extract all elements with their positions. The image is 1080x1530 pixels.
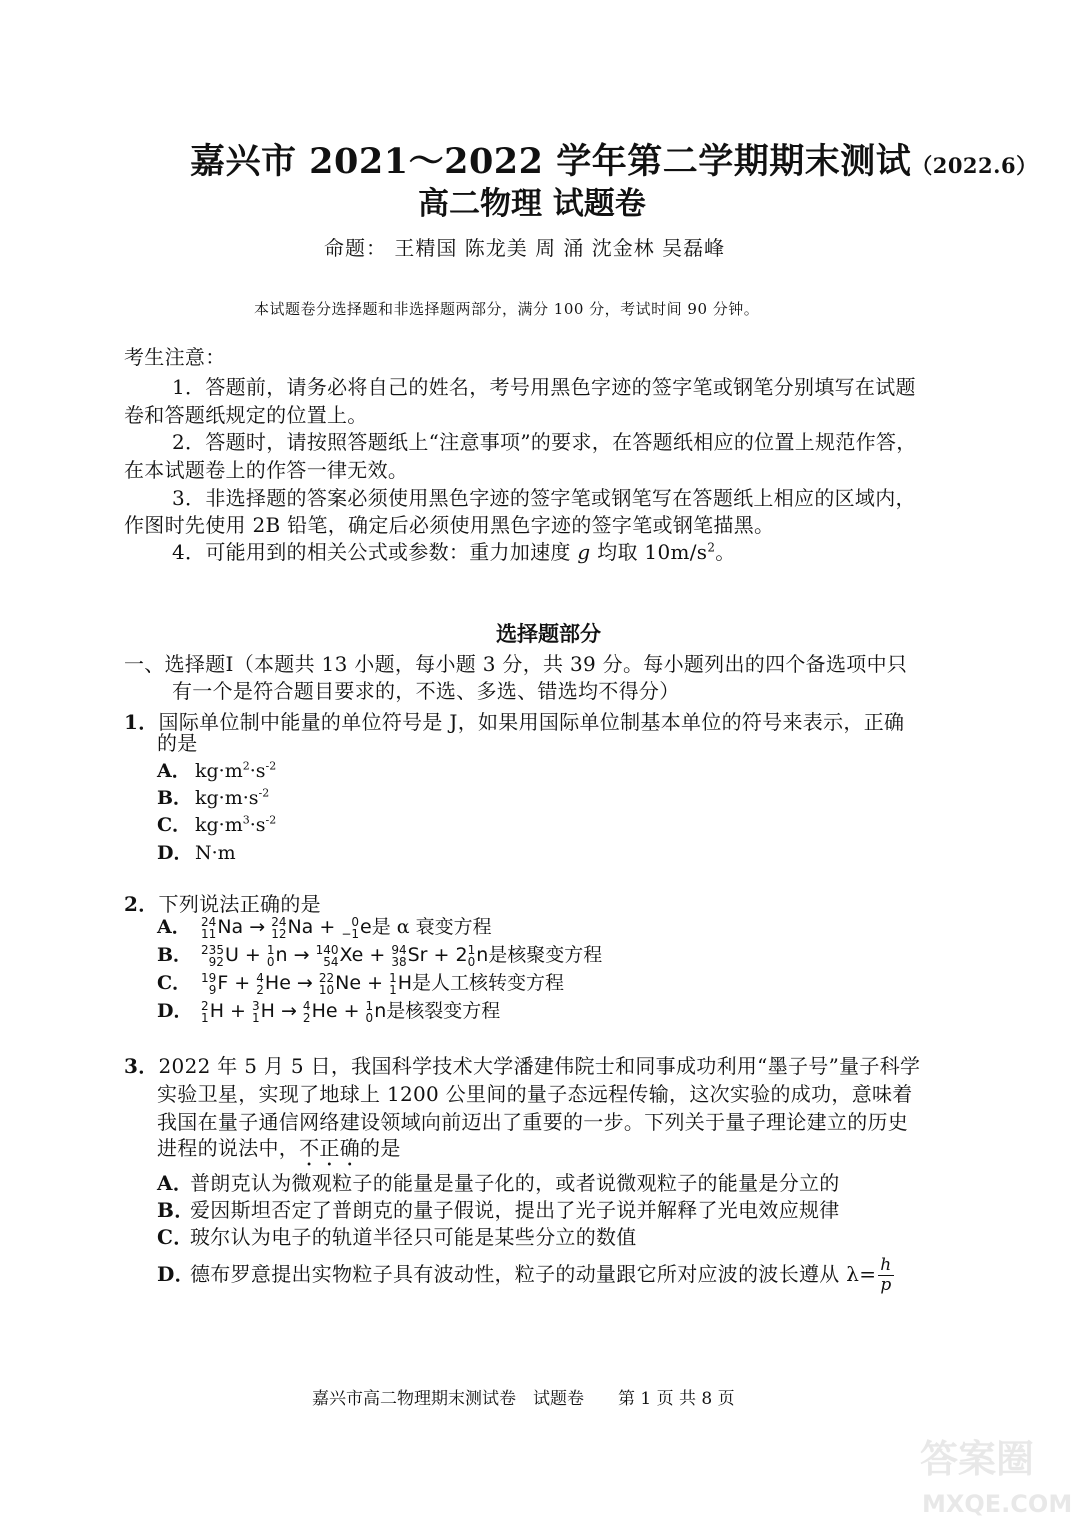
nuclide-indices bbox=[391, 944, 406, 968]
note-1-line-2: 卷和答题纸规定的位置上。 bbox=[124, 403, 368, 427]
note-2-line-1: 2．答题时，请按照答题纸上“注意事项”的要求，在答题纸相应的位置上规范作答， bbox=[172, 430, 917, 454]
question-1-line-1 bbox=[124, 706, 904, 735]
nuclide-indices bbox=[271, 916, 286, 940]
atomic-number: 1 bbox=[389, 982, 397, 997]
question-3-text: 2022 年 5 月 5 日，我国科学技术大学潘建伟院士和同事成功利用“墨子号”量子科学 bbox=[158, 1054, 921, 1078]
q3-option-d bbox=[157, 1256, 894, 1295]
q1-option-a bbox=[157, 756, 276, 783]
q2-option-d bbox=[157, 996, 500, 1024]
question-2-number: 2． bbox=[124, 892, 159, 916]
question-3-line-2: 实验卫星，实现了地球上 1200 公里间的量子态远程传输，这次实验的成功，意味着 bbox=[157, 1082, 913, 1106]
option-letter: B． bbox=[157, 944, 193, 966]
option-text: 是人工核转变方程 bbox=[412, 972, 565, 994]
mass-number: 4 bbox=[256, 970, 264, 985]
q2-option-a bbox=[157, 912, 492, 940]
mass-number: 1 bbox=[389, 970, 397, 985]
atomic-number: 11 bbox=[201, 926, 217, 941]
mass-number: 24 bbox=[201, 914, 217, 929]
note-1-line-1: 1．答题前，请务必将自己的姓名，考号用黑色字迹的签字笔或钢笔分别填写在试题 bbox=[172, 375, 916, 399]
nuclide-indices bbox=[201, 944, 224, 968]
option-letter: B． bbox=[157, 1198, 195, 1222]
option-text: 爱因斯坦否定了普朗克的量子假说，提出了光子说并解释了光电效应规律 bbox=[190, 1198, 840, 1222]
element-symbol: Sr bbox=[407, 944, 428, 966]
option-text: kg·m bbox=[195, 814, 243, 836]
nuclide-indices bbox=[316, 944, 339, 968]
question-3-line-4-pre: 进程的说法中， bbox=[157, 1136, 300, 1160]
nuclide-indices bbox=[468, 944, 476, 968]
option-text: ·s bbox=[249, 814, 266, 836]
note-4-pre: 4．可能用到的相关公式或参数：重力加速度 bbox=[172, 540, 578, 564]
element-symbol: Ne bbox=[335, 972, 362, 994]
nuclide-indices bbox=[256, 972, 264, 996]
nuclide-indices bbox=[389, 972, 397, 996]
option-sup: -2 bbox=[265, 759, 277, 773]
option-text: 玻尔认为电子的轨道半径只可能是某些分立的数值 bbox=[190, 1225, 637, 1249]
fraction-denominator: p bbox=[880, 1275, 892, 1295]
element-symbol: H bbox=[260, 1000, 275, 1022]
mass-number: 1 bbox=[467, 942, 476, 957]
question-3-number: 3． bbox=[124, 1054, 159, 1078]
page-footer: 嘉兴市高二物理期末测试卷 试题卷 第 1 页 共 8 页 bbox=[312, 1389, 735, 1409]
note-4-post: 均取 10m/s bbox=[590, 540, 708, 564]
nuclide-indices bbox=[267, 944, 275, 968]
mass-number: 19 bbox=[201, 970, 217, 985]
element-symbol: Na bbox=[217, 916, 244, 938]
option-sup: 2 bbox=[242, 759, 250, 773]
option-sup: -2 bbox=[265, 813, 277, 827]
element-symbol: n bbox=[476, 944, 489, 966]
question-3-line-4 bbox=[157, 1132, 401, 1171]
q1-option-c bbox=[157, 810, 276, 837]
option-text: N·m bbox=[195, 842, 236, 864]
question-3-line-3: 我国在量子通信网络建设领域向前迈出了重要的一步。下列关于量子理论建立的历史 bbox=[157, 1110, 909, 1134]
question-1-number: 1． bbox=[124, 710, 159, 734]
atomic-number: 1 bbox=[201, 1010, 209, 1025]
element-symbol: n bbox=[374, 1000, 387, 1022]
fraction-h-over-p bbox=[878, 1256, 893, 1295]
fraction-numerator: h bbox=[880, 1255, 892, 1275]
atomic-number: 0 bbox=[467, 954, 476, 969]
atomic-number: 9 bbox=[208, 982, 217, 997]
option-sup: 3 bbox=[242, 813, 250, 827]
atomic-number: 2 bbox=[302, 1010, 311, 1025]
question-3-emphasis: 不正确 bbox=[299, 1136, 361, 1160]
atomic-number: −1 bbox=[341, 926, 360, 941]
part-heading-line-2: 有一个是符合题目要求的，不选、多选、错选均不得分） bbox=[172, 679, 680, 703]
option-text: 德布罗意提出实物粒子具有波动性，粒子的动量跟它所对应波的波长遵从 λ= bbox=[190, 1262, 877, 1286]
exam-title-main: 嘉兴市 2021～2022 学年第二学期期末测试 bbox=[190, 141, 912, 182]
mass-number: 235 bbox=[201, 942, 224, 957]
exam-authors: 命题： 王精国 陈龙美 周 涌 沈金林 吴磊峰 bbox=[324, 236, 726, 260]
atomic-number: 54 bbox=[323, 954, 339, 969]
q1-option-d bbox=[157, 838, 236, 865]
note-4-sup: 2 bbox=[707, 540, 716, 555]
nuclear-equation-a: 24 11 Na → 24 12 Na + 0 −1 e bbox=[201, 914, 372, 941]
atomic-number: 0 bbox=[266, 954, 275, 969]
note-4 bbox=[172, 536, 736, 565]
option-letter: B． bbox=[157, 787, 193, 809]
option-letter: C． bbox=[157, 814, 192, 836]
element-symbol: F bbox=[217, 972, 229, 994]
option-text: 是核裂变方程 bbox=[386, 1000, 501, 1022]
exam-subtitle: 高二物理 试题卷 bbox=[418, 186, 646, 222]
note-3-line-1: 3．非选择题的答案必须使用黑色字迹的签字笔或钢笔写在答题纸上相应的区域内， bbox=[172, 486, 916, 510]
option-letter: D． bbox=[157, 842, 193, 864]
option-letter: C． bbox=[157, 972, 192, 994]
nuclear-equation-d: 2 1 H + 3 1 H → 4 2 He + 1 0 n bbox=[201, 998, 387, 1025]
q2-option-c bbox=[157, 968, 564, 996]
option-letter: A． bbox=[157, 916, 191, 938]
option-letter: A． bbox=[157, 1171, 194, 1195]
mass-number: 24 bbox=[271, 914, 287, 929]
option-text: ·s bbox=[249, 760, 266, 782]
question-1-text: 国际单位制中能量的单位符号是 J，如果用国际单位制基本单位的符号来表示，正确 bbox=[158, 710, 905, 734]
element-symbol: H bbox=[397, 972, 413, 994]
mass-number: 140 bbox=[315, 942, 339, 957]
atomic-number: 0 bbox=[365, 1010, 374, 1025]
nuclide-indices bbox=[341, 916, 359, 940]
option-sup: -2 bbox=[258, 786, 270, 800]
watermark-url: MXQE.COM bbox=[922, 1490, 1073, 1518]
q1-option-b bbox=[157, 783, 269, 810]
element-symbol: Xe bbox=[339, 944, 364, 966]
element-symbol: Na bbox=[287, 916, 314, 938]
option-letter: C． bbox=[157, 1225, 194, 1249]
nuclide-indices bbox=[201, 972, 216, 996]
exam-date: （2022.6） bbox=[911, 153, 1038, 178]
mass-number: 0 bbox=[351, 914, 360, 929]
mass-number: 4 bbox=[302, 998, 311, 1013]
nuclide-indices bbox=[201, 916, 216, 940]
section-title: 选择题部分 bbox=[496, 621, 601, 646]
question-1-line-2: 的是 bbox=[157, 731, 198, 755]
mass-number: 2 bbox=[201, 998, 209, 1013]
element-symbol: e bbox=[360, 916, 372, 938]
question-2-text: 下列说法正确的是 bbox=[158, 892, 321, 916]
mass-number: 1 bbox=[365, 998, 374, 1013]
nuclide-indices bbox=[319, 972, 334, 996]
option-letter: A． bbox=[157, 760, 191, 782]
atomic-number: 38 bbox=[391, 954, 407, 969]
option-text: 是核聚变方程 bbox=[488, 944, 603, 966]
element-symbol: U bbox=[224, 944, 239, 966]
atomic-number: 92 bbox=[208, 954, 224, 969]
mass-number: 1 bbox=[266, 942, 275, 957]
part-heading-line-1: 一、选择题Ⅰ（本题共 13 小题，每小题 3 分，共 39 分。每小题列出的四个备选项中只 bbox=[124, 652, 908, 676]
nuclear-equation-b: 235 92 U + 1 0 n → 140 54 Xe + 94 38 Sr + 2 1 0 n bbox=[201, 942, 489, 969]
note-4-end: 。 bbox=[715, 540, 736, 564]
exam-intro: 本试题卷分选择题和非选择题两部分，满分 100 分，考试时间 90 分钟。 bbox=[254, 300, 760, 318]
q3-option-b bbox=[157, 1194, 840, 1223]
note-2-line-2: 在本试题卷上的作答一律无效。 bbox=[124, 458, 409, 482]
coefficient: 2 bbox=[455, 944, 468, 966]
q3-option-c bbox=[157, 1221, 637, 1250]
option-letter: D． bbox=[157, 1000, 193, 1022]
element-symbol: n bbox=[275, 944, 288, 966]
notes-heading: 考生注意： bbox=[124, 345, 226, 369]
nuclide-indices bbox=[252, 1000, 260, 1024]
element-symbol: H bbox=[209, 1000, 224, 1022]
question-3-line-4-post: 的是 bbox=[360, 1136, 401, 1160]
option-text: kg·m·s bbox=[195, 787, 259, 809]
mass-number: 94 bbox=[391, 942, 407, 957]
atomic-number: 2 bbox=[256, 982, 264, 997]
option-text: 普朗克认为微观粒子的能量是量子化的，或者说微观粒子的能量是分立的 bbox=[190, 1171, 840, 1195]
option-text: 是 α 衰变方程 bbox=[371, 916, 492, 938]
note-3-line-2: 作图时先使用 2B 铅笔，确定后必须使用黑色字迹的签字笔或钢笔描黑。 bbox=[124, 513, 775, 537]
atomic-number: 12 bbox=[271, 926, 287, 941]
option-text: kg·m bbox=[195, 760, 243, 782]
watermark-logo bbox=[914, 1424, 1074, 1524]
mass-number: 3 bbox=[251, 998, 260, 1013]
option-letter: D． bbox=[157, 1262, 195, 1286]
element-symbol: He bbox=[264, 972, 291, 994]
atomic-number: 10 bbox=[318, 982, 335, 997]
watermark-text: 答案圈 bbox=[920, 1437, 1035, 1481]
nuclide-indices bbox=[303, 1000, 311, 1024]
q3-option-a bbox=[157, 1167, 840, 1196]
nuclear-equation-c: 19 9 F + 4 2 He → 22 10 Ne + 1 1 H bbox=[201, 970, 413, 997]
note-4-g: g bbox=[577, 540, 591, 564]
nuclide-indices bbox=[201, 1000, 209, 1024]
atomic-number: 1 bbox=[251, 1010, 260, 1025]
q2-option-b bbox=[157, 940, 602, 968]
nuclide-indices bbox=[366, 1000, 374, 1024]
mass-number: 22 bbox=[318, 970, 335, 985]
exam-title bbox=[190, 134, 1038, 184]
question-3-line-1 bbox=[124, 1050, 920, 1079]
element-symbol: He bbox=[311, 1000, 338, 1022]
